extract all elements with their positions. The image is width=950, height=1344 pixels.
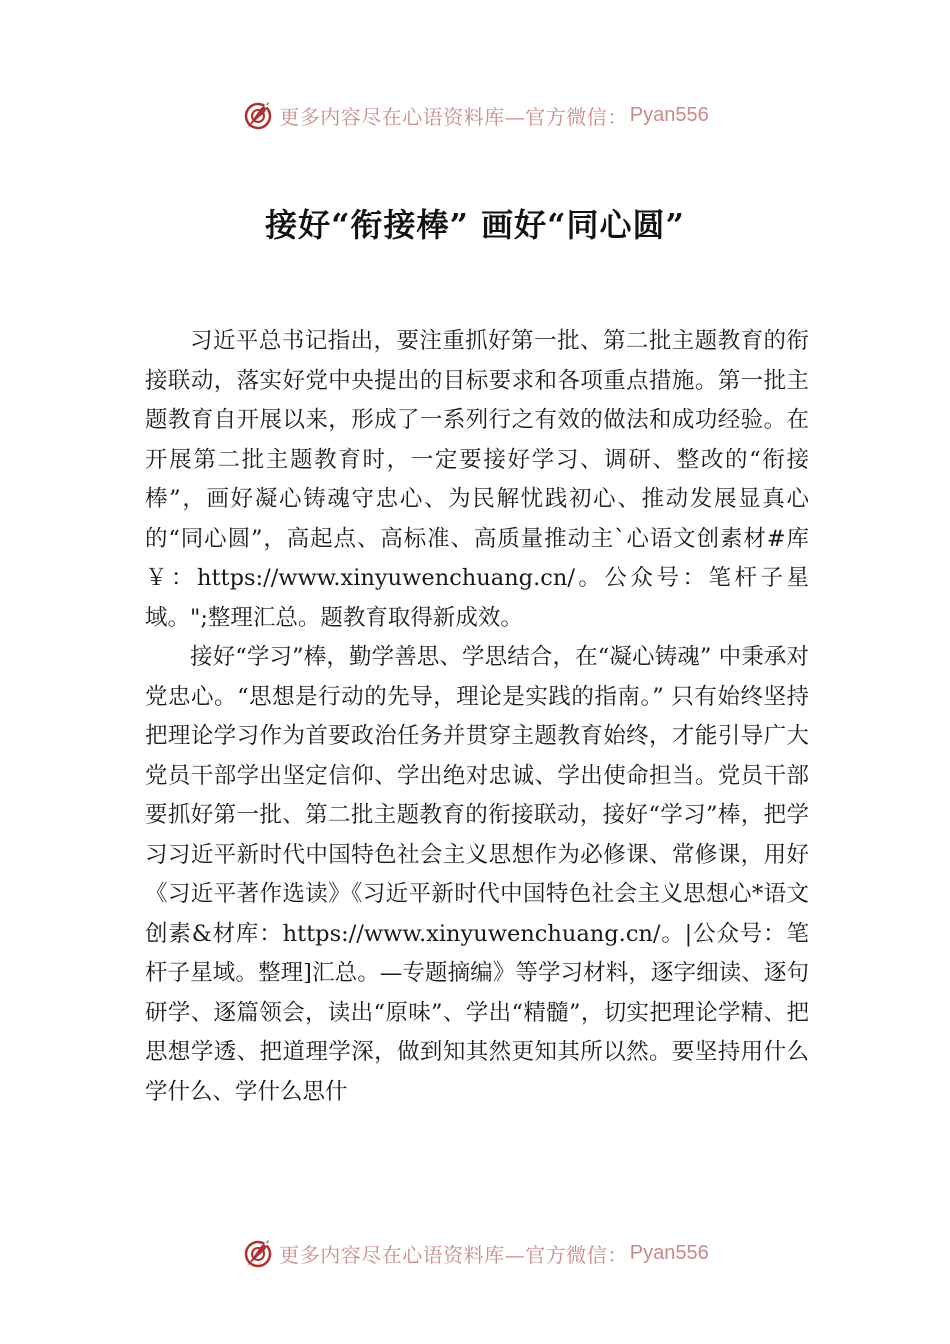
header-watermark-banner: [0, 95, 950, 135]
footer-watermark-banner: [0, 1233, 950, 1273]
document-body: [145, 322, 809, 1112]
banner-text: 更多内容尽在心语资料库—官方微信：: [279, 104, 628, 129]
banner-wechat-id: Pyan556: [629, 1241, 709, 1264]
body-paragraph: 习近平总书记指出，要注重抓好第一批、第二批主题教育的衔接联动，落实好党中央提出的目标要求和各项重点措施。第一批主题教育自开展以来，形成了一系列行之有效的做法和成功经验。在开展第二批主题教育时，一定要接好学习、调研、整改的“衔接棒”，画好凝心铸魂守忠心、为民解忧践初心、推动发展显真心的“同心圆”，高起点、高标准、高质量推动主`心语文创素材#库￥：https://www.xinyuwenchuang.cn/。公众号：笔杆子星域。";整理汇总。题教育取得新成效。: [145, 328, 809, 631]
document-title: 接好“衔接棒” 画好“同心圆”: [265, 206, 685, 244]
banner-text: 更多内容尽在心语资料库—官方微信：: [279, 1242, 628, 1267]
pen-logo-icon: [241, 98, 275, 132]
pen-logo-icon: [241, 1236, 275, 1270]
banner-wechat-id: Pyan556: [629, 103, 709, 126]
body-paragraph: 接好“学习”棒，勤学善思、学思结合，在“凝心铸魂” 中秉承对党忠心。“思想是行动的先导，理论是实践的指南。” 只有始终坚持把理论学习作为首要政治任务并贯穿主题教育始终，才能引导广大党员干部学出坚定信仰、学出绝对忠诚、学出使命担当。党员干部要抓好第一批、第二批主题教育的衔接联动，接好“学习”棒，把学习习近平新时代中国特色社会主义思想作为必修课、常修课，用好《习近平著作选读》《习近平新时代中国特色社会主义思想心*语文创素&材库：https://www.xinyuwenchuang.cn/。|公众号：笔杆子星域。整理]汇总。—专题摘编》等学习材料，逐字细读、逐句研学、逐篇领会，读出“原味”、学出“精髓”，切实把理论学精、把思想学透、把道理学深，做到知其然更知其所以然。要坚持用什么学什么、学什么思什: [145, 644, 809, 1105]
